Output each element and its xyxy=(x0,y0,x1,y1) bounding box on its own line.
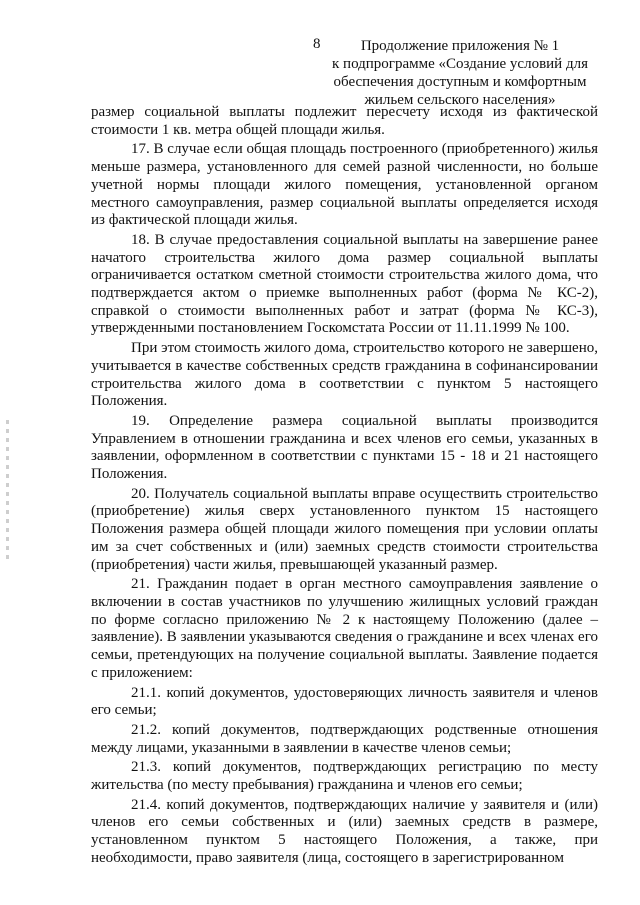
paragraph-18-note: При этом стоимость жилого дома, строительство которого не завершено, учитывается в качестве собственных средств гражданина в софинансировании строительства жилого дома в соответствии с пунктом 5 настоящего Положения. xyxy=(91,340,598,410)
paragraph-21-2: 21.2. копий документов, подтверждающих родственные отношения между лицами, указанными в заявлении в качестве членов семьи; xyxy=(91,721,598,756)
document-body xyxy=(91,104,598,868)
header-line: обеспечения доступным и комфортным xyxy=(333,74,587,90)
paragraph-21-1: 21.1. копий документов, удостоверяющих личность заявителя и членов его семьи; xyxy=(91,684,598,719)
paragraph-21: 21. Гражданин подает в орган местного самоуправления заявление о включении в состав участников по улучшению жилищных условий граждан по форме согласно приложению № 2 к настоящему Положению (далее – заявление). В заявлении указываются сведения о гражданине и всех членах его семьи, претендующих на получение социальной выплаты. Заявление подается с приложением: xyxy=(91,576,598,681)
header-line: к подпрограмме «Создание условий для xyxy=(332,56,588,72)
paragraph-21-3: 21.3. копий документов, подтверждающих регистрацию по месту жительства (по месту пребывания) гражданина и членов его семьи; xyxy=(91,759,598,794)
header-line: Продолжение приложения № 1 xyxy=(360,38,560,54)
page-number: 8 xyxy=(313,36,321,52)
paragraph-continuation: размер социальной выплаты подлежит пересчету исходя из фактической стоимости 1 кв. метра общей площади жилья. xyxy=(91,104,598,138)
scan-margin-mark xyxy=(6,420,9,560)
paragraph-21-4: 21.4. копий документов, подтверждающих наличие у заявителя и (или) членов его семьи собственных и (или) заемных средств в размере, установленном пунктом 5 настоящего Положения, а также, при необходимости, право заявителя (лица, состоящего в зарегистрированном xyxy=(91,796,598,866)
appendix-header xyxy=(330,37,590,109)
paragraph-20: 20. Получатель социальной выплаты вправе осуществить строительство (приобретение) жилья сверх установленного пунктом 15 настоящего Положения размера общей площади жилого помещения при условии оплаты им за счет собственных и (или) заемных средств стоимости строительства (приобретения) части жилья, превышающей указанный размер. xyxy=(91,485,598,573)
paragraph-18: 18. В случае предоставления социальной выплаты на завершение ранее начатого строительства жилого дома размер социальной выплаты ограничивается остатком сметной стоимости строительства жилого дома, что подтверждается актом о приемке выполненных работ (форма № КС-2), справкой о стоимости выполненных работ и затрат (форма № КС-3), утвержденными постановлением Госкомстата России от 11.11.1999 № 100. xyxy=(91,231,598,337)
header-line: жильем сельского населения» xyxy=(364,92,556,108)
paragraph-19: 19. Определение размера социальной выплаты производится Управлением в отношении гражданина и всех членов его семьи, указанных в заявлении, оформленном в соответствии с пунктами 15 - 18 и 21 настоящего Положения. xyxy=(91,412,598,483)
paragraph-17: 17. В случае если общая площадь построенного (приобретенного) жилья меньше размера, установленного для семей разной численности, но больше учетной нормы площади жилого помещения, установленной органом местного самоуправления, размер социальной выплаты определяется исходя из фактической площади жилья. xyxy=(91,141,598,229)
